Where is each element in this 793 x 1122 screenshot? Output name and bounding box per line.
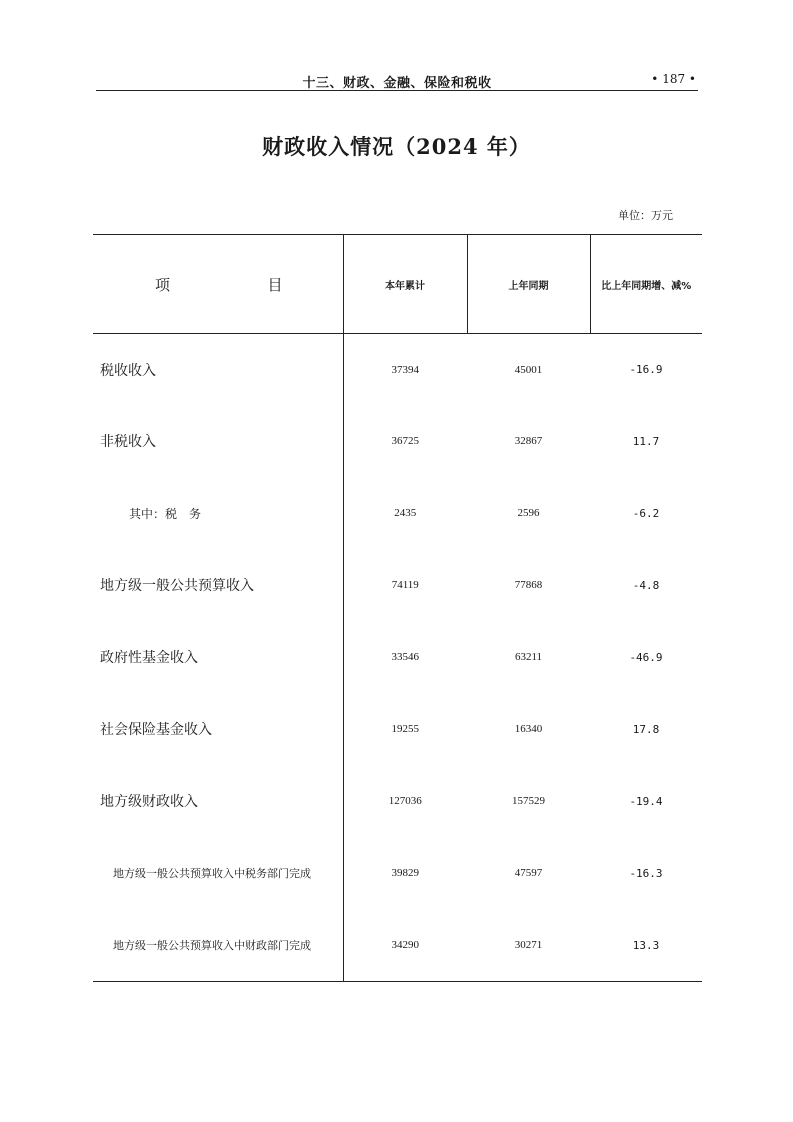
unit-label: 单位：万元	[618, 209, 673, 222]
row-current: 39829	[391, 867, 419, 879]
table-row	[93, 765, 702, 837]
page-title: 财政收入情况（2024 年）	[262, 134, 531, 159]
row-previous: 63211	[514, 651, 543, 663]
table-header-row	[93, 235, 702, 334]
row-current: 127036	[388, 795, 422, 807]
row-name: 非税收入	[93, 405, 343, 477]
row-current: 2435	[394, 507, 417, 519]
row-previous: 32867	[514, 435, 543, 447]
row-previous: 77868	[514, 579, 543, 591]
table-row	[93, 621, 702, 693]
row-name: 社会保险基金收入	[93, 693, 343, 765]
table-row	[93, 909, 702, 982]
row-current: 37394	[391, 363, 419, 376]
row-current: 74119	[391, 579, 419, 591]
section-title: 十三、财政、金融、保险和税收	[302, 76, 492, 91]
column-header-current: 本年累计	[343, 235, 467, 334]
row-previous: 2596	[517, 507, 540, 519]
row-current: 36725	[391, 435, 419, 447]
column-header-item	[93, 235, 343, 334]
row-name: 政府性基金收入	[93, 621, 343, 693]
row-change: -6.2	[632, 506, 660, 520]
row-current: 19255	[391, 723, 419, 735]
table-row	[93, 477, 702, 549]
row-current: 33546	[391, 651, 419, 663]
row-change: 17.8	[632, 722, 660, 736]
table-row	[93, 549, 702, 621]
table-row	[93, 693, 702, 765]
row-change: -16.9	[629, 363, 663, 376]
row-name: 税收收入	[93, 334, 343, 406]
row-name: 地方级一般公共预算收入中财政部门完成	[93, 909, 343, 982]
row-previous: 30271	[467, 909, 590, 982]
table-row	[93, 334, 702, 406]
table-row	[93, 837, 702, 909]
row-name: 地方级一般公共预算收入	[93, 549, 343, 621]
row-name: 地方级一般公共预算收入中税务部门完成	[93, 837, 343, 909]
column-header-change: 比上年同期增、减%	[590, 235, 702, 334]
column-header-previous: 上年同期	[467, 235, 590, 334]
row-change: 13.3	[590, 909, 702, 982]
revenue-table	[93, 234, 702, 982]
row-change: -16.3	[629, 866, 663, 880]
row-change: -19.4	[629, 794, 663, 808]
row-previous: 157529	[512, 795, 545, 807]
row-change: -46.9	[629, 650, 663, 664]
table-row	[93, 405, 702, 477]
row-name: 地方级财政收入	[93, 765, 343, 837]
row-current: 34290	[343, 909, 467, 982]
row-previous: 47597	[514, 867, 543, 879]
row-previous: 16340	[514, 723, 543, 735]
row-name: 其中：税 务	[93, 477, 343, 549]
running-header	[96, 70, 698, 91]
row-change: 11.7	[632, 434, 660, 448]
column-header-item-right: 目	[267, 275, 283, 294]
column-header-item-left: 项	[155, 275, 171, 294]
row-change: -4.8	[632, 578, 660, 592]
row-previous: 45001	[514, 363, 543, 376]
page-number: • 187 •	[651, 72, 696, 86]
